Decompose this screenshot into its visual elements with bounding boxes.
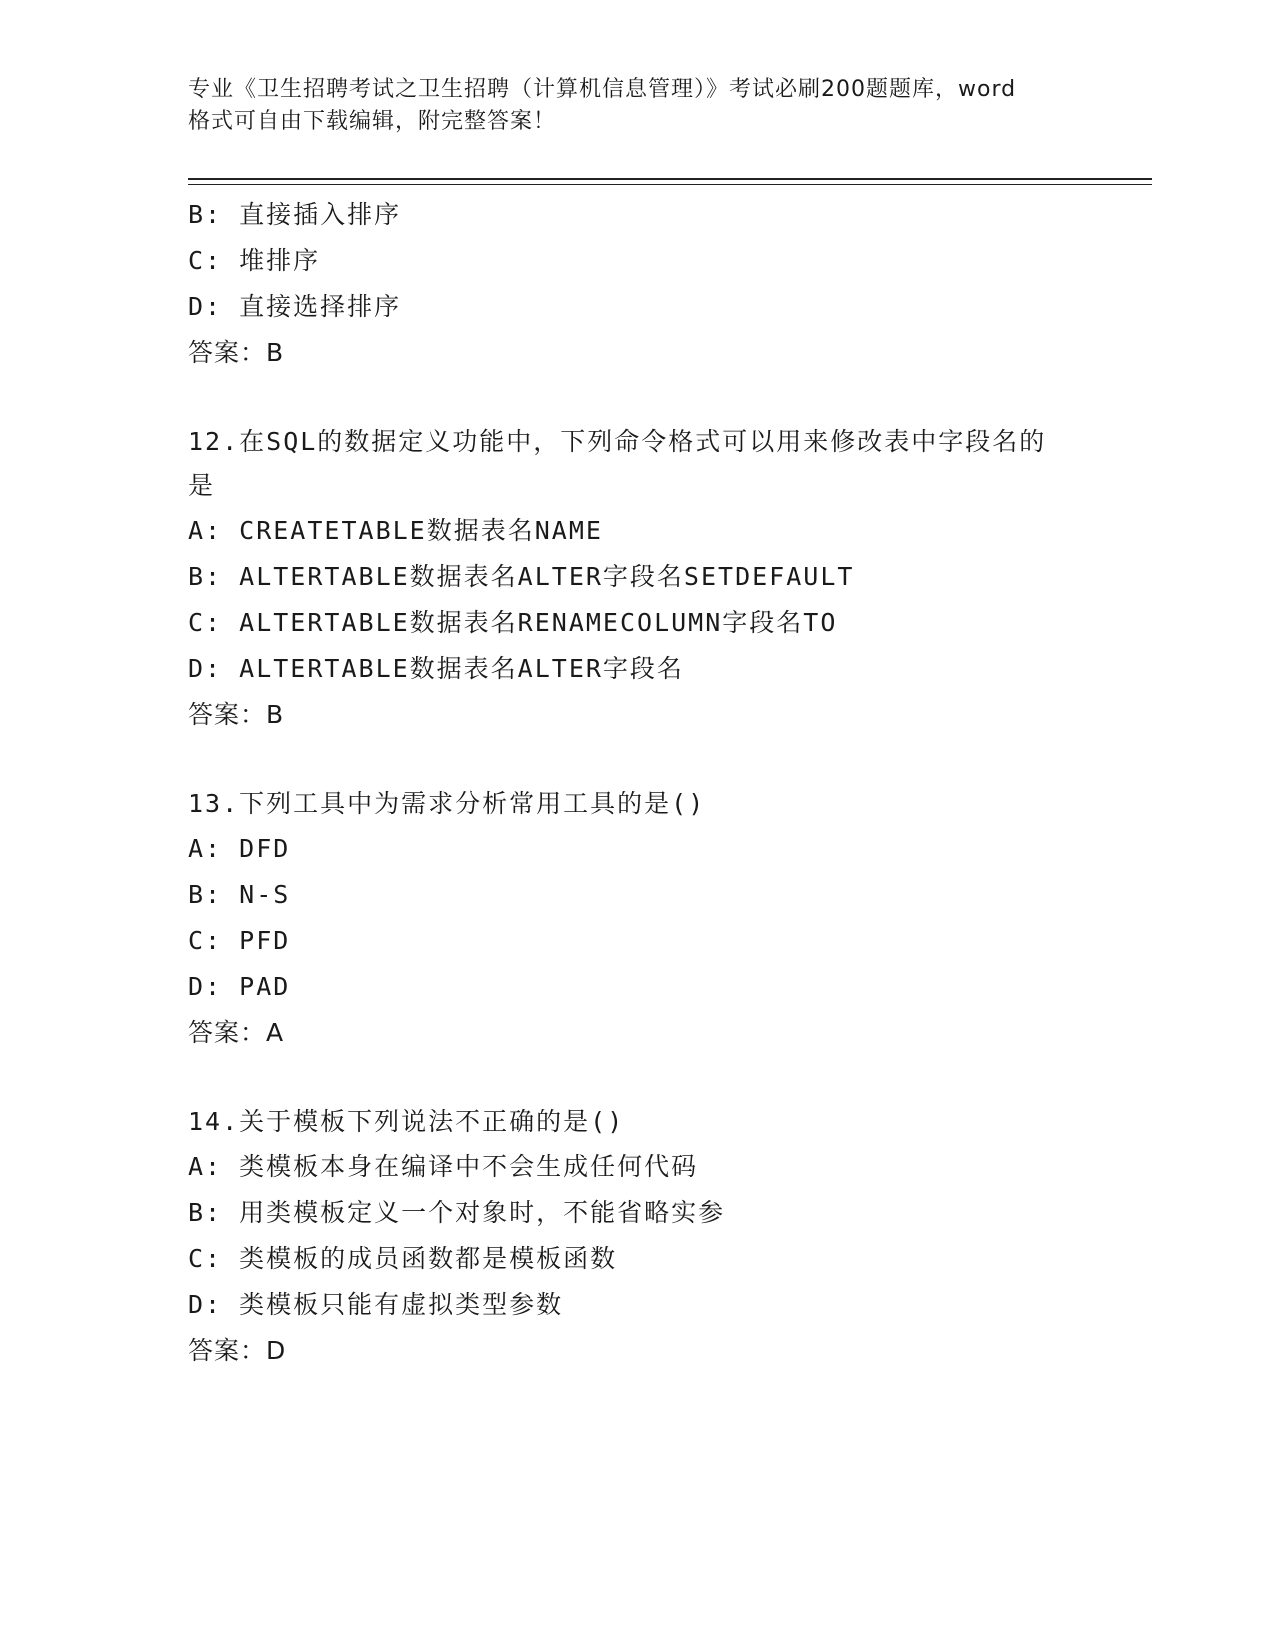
header-divider-thick (188, 178, 1152, 180)
option-d: D: ALTERTABLE数据表名ALTER字段名 (188, 654, 684, 683)
document-header (188, 74, 1088, 138)
question-13 (188, 782, 1088, 1056)
answer-line: 答案：D (188, 1336, 287, 1365)
option-d: D: 直接选择排序 (188, 292, 402, 321)
answer-line: 答案：B (188, 338, 285, 367)
answer-line: 答案：A (188, 1018, 285, 1047)
option-d: D: PAD (188, 972, 291, 1001)
header-line-2: 格式可自由下载编辑，附完整答案！ (188, 109, 557, 134)
question-12 (188, 420, 1088, 738)
question-text: 13.下列工具中为需求分析常用工具的是() (188, 789, 706, 818)
option-c: C: 类模板的成员函数都是模板函数 (188, 1244, 618, 1273)
option-b: B: 直接插入排序 (188, 200, 402, 229)
option-a: A: DFD (188, 834, 291, 863)
option-a: A: 类模板本身在编译中不会生成任何代码 (188, 1152, 699, 1181)
option-a: A: CREATETABLE数据表名NAME (188, 516, 603, 545)
question-text: 12.在SQL的数据定义功能中，下列命令格式可以用来修改表中字段名的是 (188, 427, 1047, 500)
header-divider-thin (188, 184, 1152, 185)
question-list (188, 192, 1088, 1374)
option-c: C: 堆排序 (188, 246, 321, 275)
question-14 (188, 1100, 1088, 1374)
option-d: D: 类模板只能有虚拟类型参数 (188, 1290, 564, 1319)
header-line-1: 专业《卫生招聘考试之卫生招聘（计算机信息管理）》考试必刷200题题库，word (188, 77, 1017, 102)
option-c: C: PFD (188, 926, 291, 955)
option-c: C: ALTERTABLE数据表名RENAMECOLUMN字段名TO (188, 608, 838, 637)
question-text: 14.关于模板下列说法不正确的是() (188, 1107, 625, 1136)
option-b: B: 用类模板定义一个对象时，不能省略实参 (188, 1198, 726, 1227)
question-11 (188, 192, 1088, 376)
option-b: B: ALTERTABLE数据表名ALTER字段名SETDEFAULT (188, 562, 855, 591)
answer-line: 答案：B (188, 700, 285, 729)
option-b: B: N-S (188, 880, 291, 909)
